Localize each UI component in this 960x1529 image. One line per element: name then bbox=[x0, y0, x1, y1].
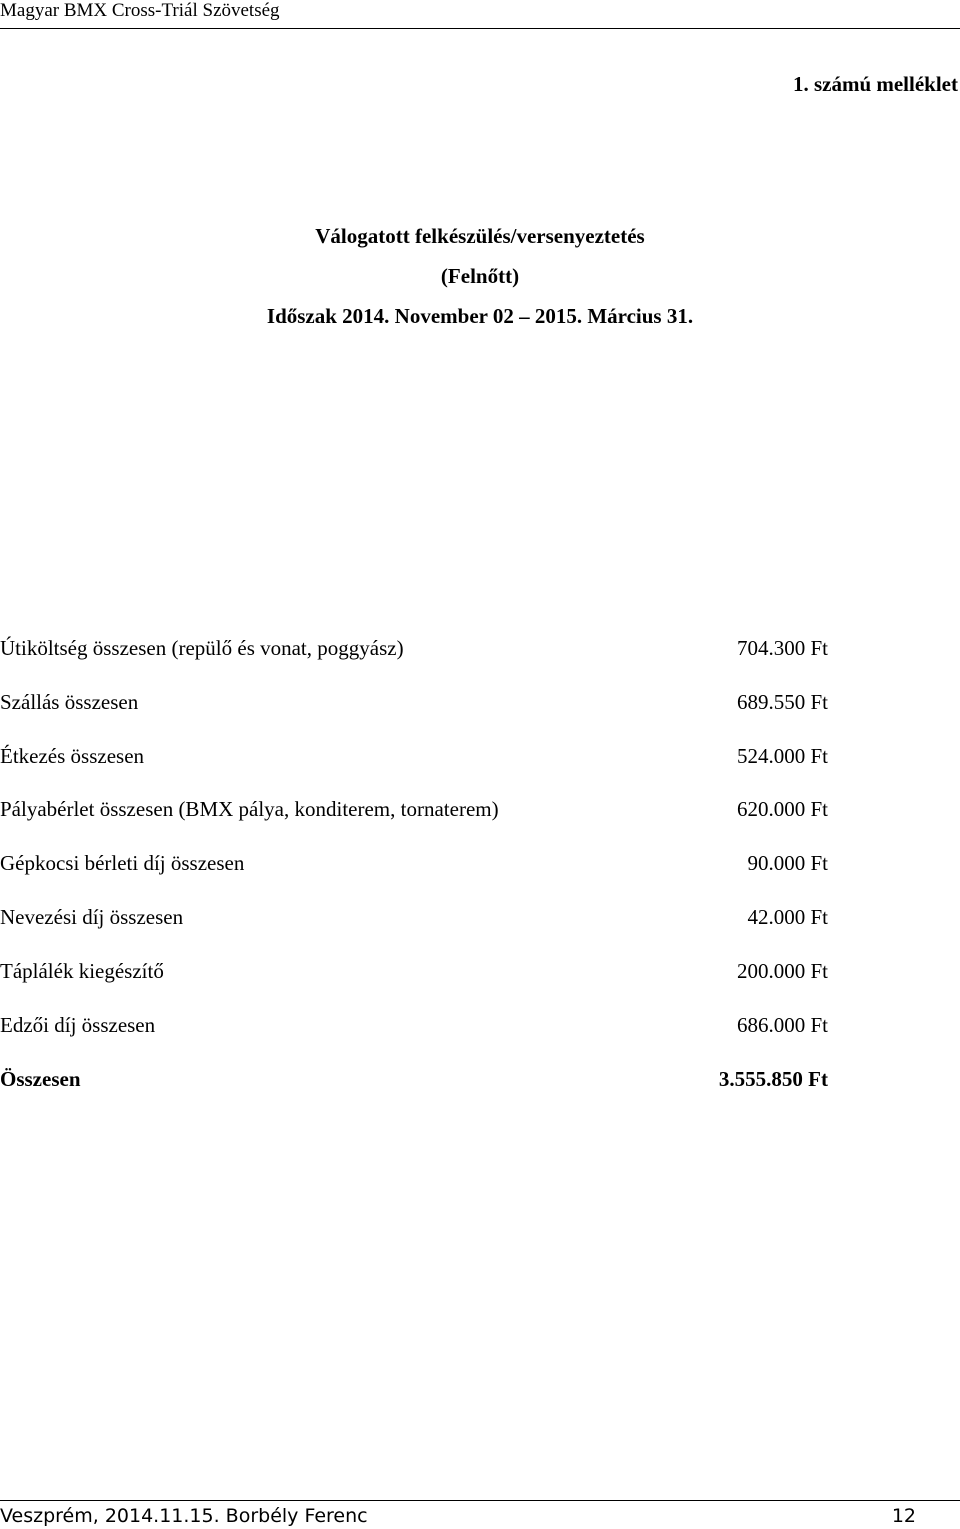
page-number: 12 bbox=[891, 1505, 916, 1527]
cost-amount: 620.000 Ft bbox=[736, 797, 828, 821]
cost-amount: 200.000 Ft bbox=[736, 959, 828, 983]
document-period: Időszak 2014. November 02 – 2015. Március 31. bbox=[266, 304, 694, 328]
document-subtitle: (Felnőtt) bbox=[440, 264, 520, 288]
header-organization: Magyar BMX Cross-Triál Szövetség bbox=[0, 0, 280, 21]
footer-place-date-author: Veszprém, 2014.11.15. Borbély Ferenc bbox=[0, 1505, 368, 1527]
cost-label: Étkezés összesen bbox=[0, 744, 145, 768]
header-divider bbox=[0, 28, 960, 29]
total-label: Összesen bbox=[0, 1067, 81, 1091]
cost-label: Edzői díj összesen bbox=[0, 1013, 156, 1037]
cost-amount: 686.000 Ft bbox=[736, 1013, 828, 1037]
cost-label: Szállás összesen bbox=[0, 690, 139, 714]
cost-amount: 524.000 Ft bbox=[736, 744, 828, 768]
cost-amount: 90.000 Ft bbox=[747, 851, 828, 875]
annex-label: 1. számú melléklet bbox=[792, 72, 958, 96]
cost-label: Pályabérlet összesen (BMX pálya, konditerem, tornaterem) bbox=[0, 797, 499, 821]
cost-amount: 704.300 Ft bbox=[736, 636, 828, 660]
cost-label: Gépkocsi bérleti díj összesen bbox=[0, 851, 245, 875]
cost-label: Táplálék kiegészítő bbox=[0, 959, 164, 983]
footer-divider bbox=[0, 1500, 960, 1501]
cost-amount: 42.000 Ft bbox=[747, 905, 828, 929]
document-title: Válogatott felkészülés/versenyeztetés bbox=[315, 224, 645, 248]
total-amount: 3.555.850 Ft bbox=[718, 1067, 828, 1091]
cost-label: Nevezési díj összesen bbox=[0, 905, 184, 929]
cost-label: Útiköltség összesen (repülő és vonat, poggyász) bbox=[0, 636, 404, 660]
cost-amount: 689.550 Ft bbox=[736, 690, 828, 714]
